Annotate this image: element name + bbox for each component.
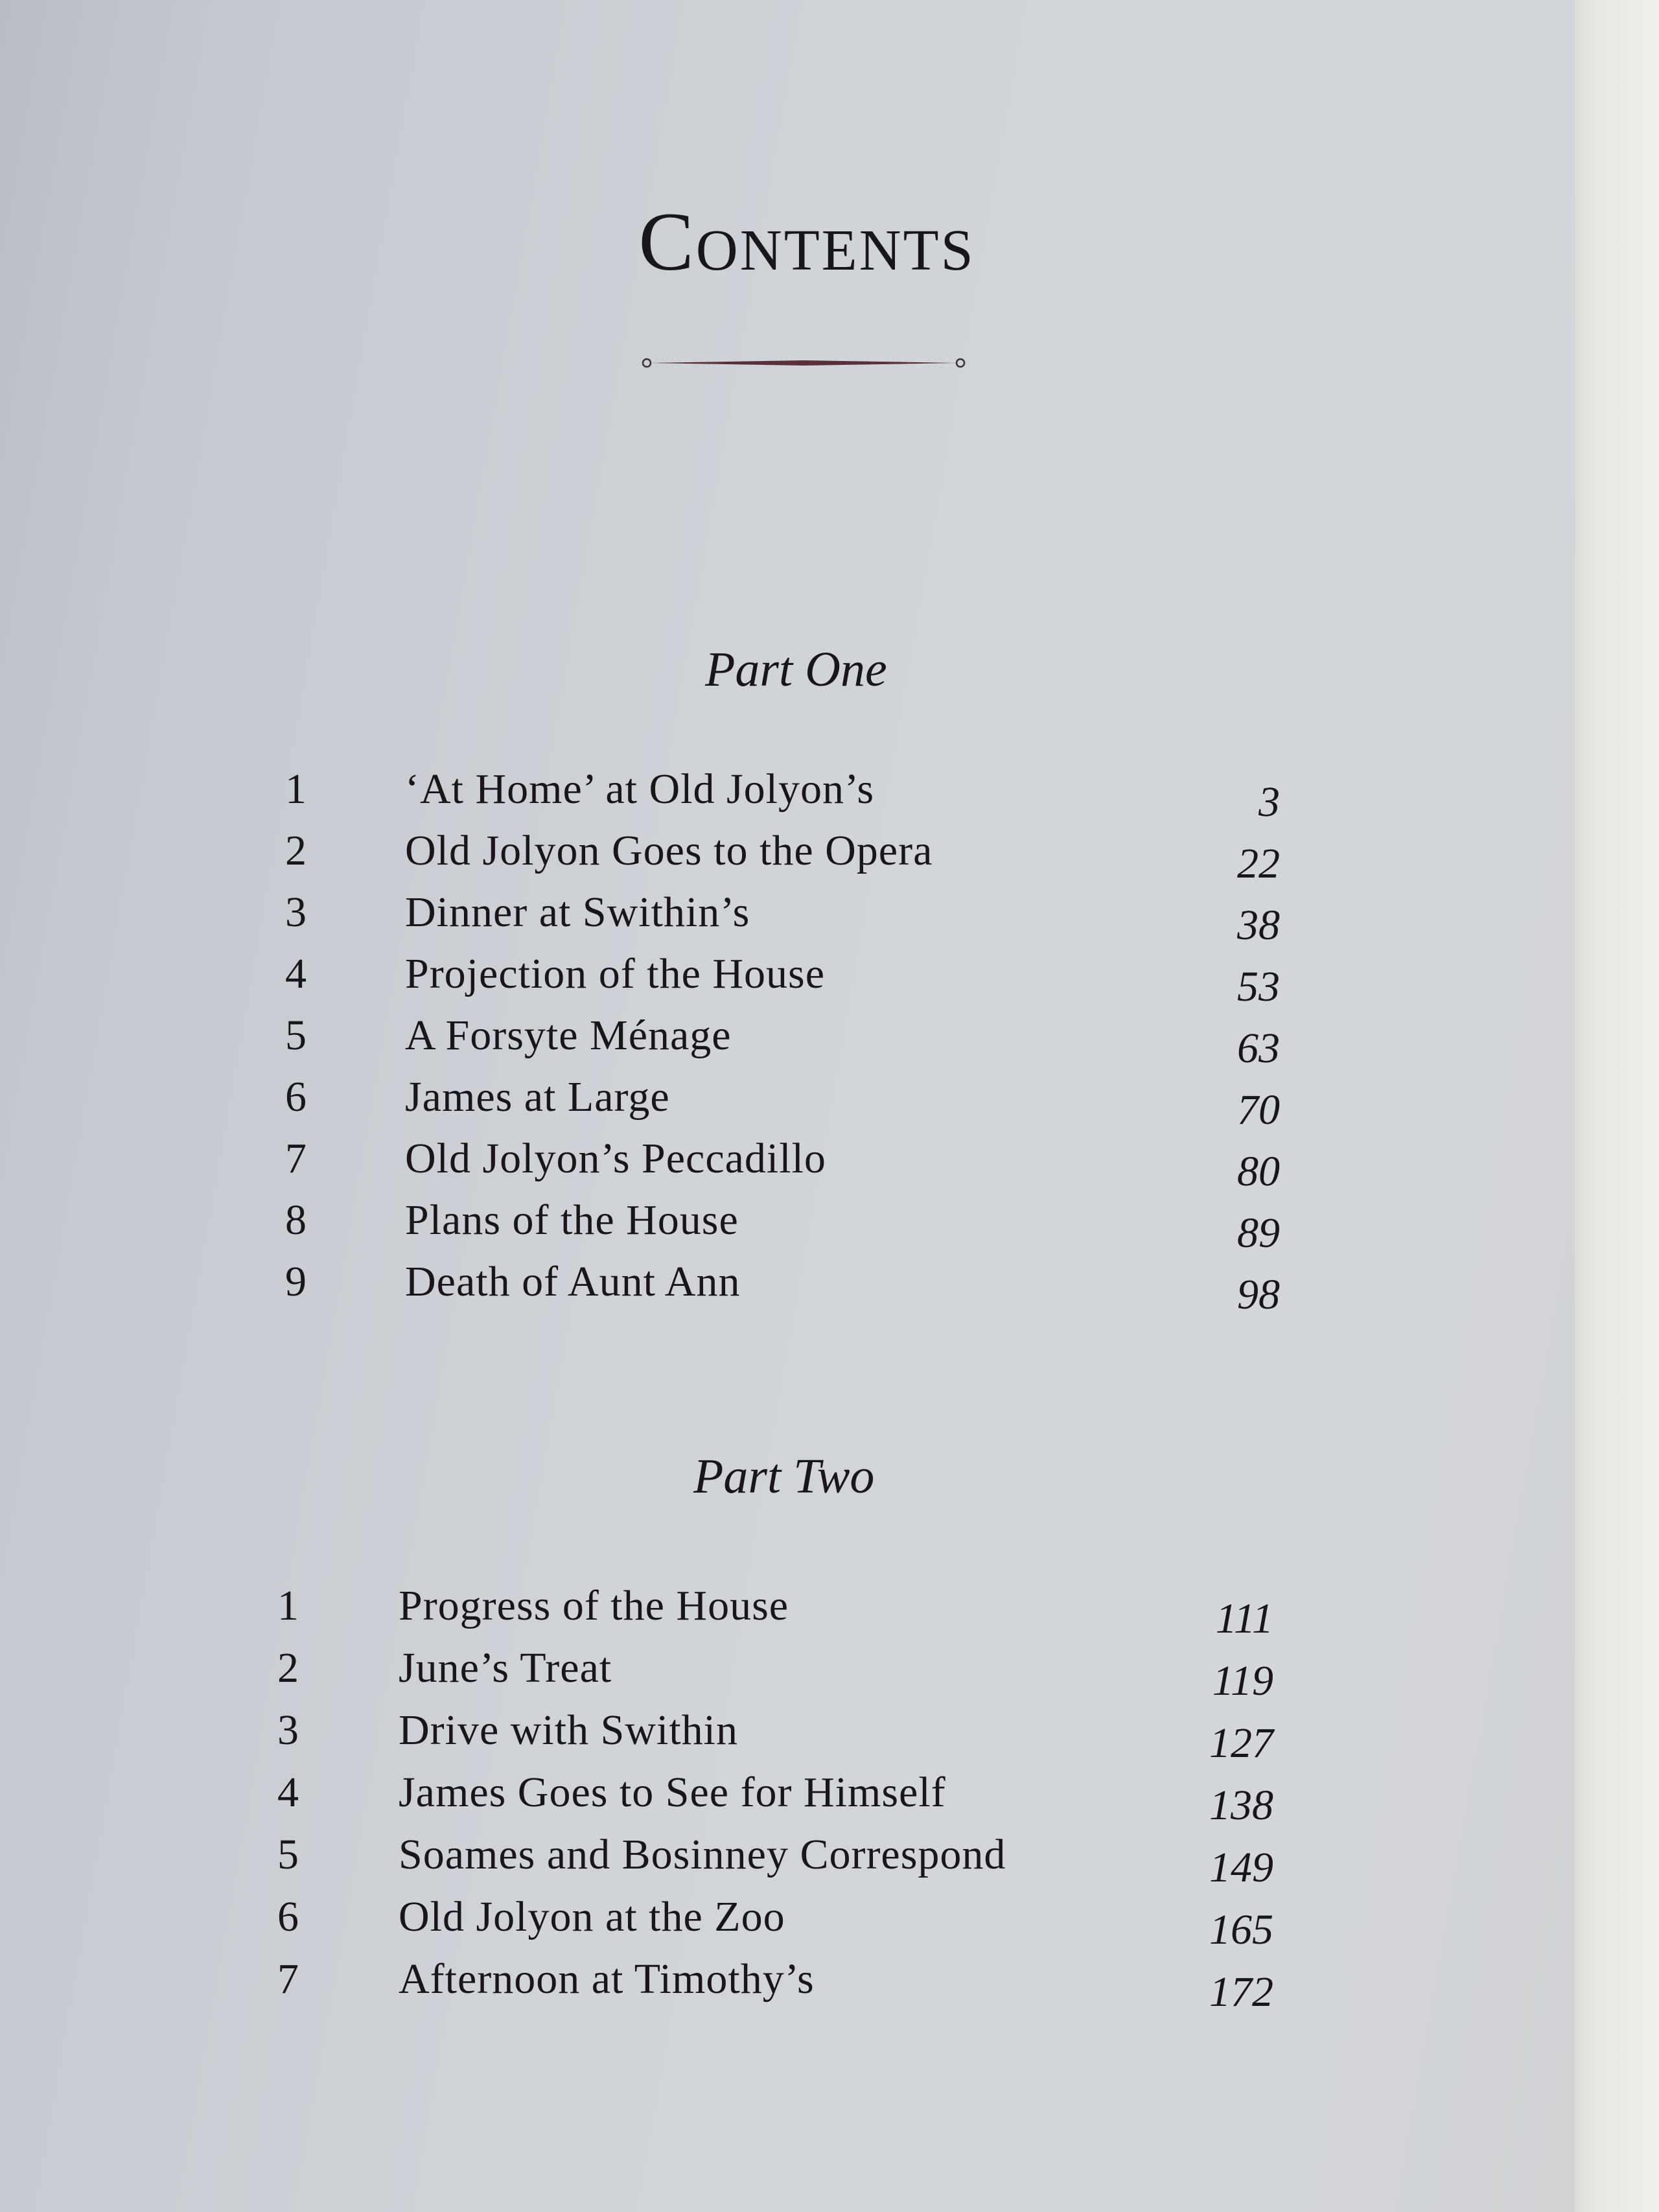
chapter-number: 5 <box>285 1012 307 1059</box>
page-number: 3 <box>1259 778 1280 826</box>
page-number: 172 <box>1209 1968 1273 2016</box>
part-two-heading: Part Two <box>693 1449 875 1504</box>
page-number: 119 <box>1212 1657 1273 1705</box>
chapter-number: 6 <box>285 1073 307 1121</box>
page-number: 80 <box>1237 1148 1280 1195</box>
part-one-heading: Part One <box>705 642 887 697</box>
chapter-number: 4 <box>285 950 307 997</box>
chapter-number: 6 <box>277 1893 299 1940</box>
chapter-title: June’s Treat <box>399 1644 612 1692</box>
chapter-title: Old Jolyon Goes to the Opera <box>405 827 933 874</box>
ornament-rule <box>642 356 966 369</box>
chapter-number: 1 <box>277 1582 299 1629</box>
page-edge <box>1575 0 1659 2212</box>
chapter-title: Soames and Bosinney Correspond <box>399 1831 1006 1878</box>
chapter-title: Projection of the House <box>405 950 826 997</box>
chapter-number: 3 <box>285 889 307 936</box>
page-number: 127 <box>1209 1719 1273 1767</box>
chapter-number: 5 <box>277 1831 299 1878</box>
page-number: 111 <box>1215 1595 1273 1642</box>
chapter-number: 4 <box>277 1769 299 1816</box>
chapter-title: Old Jolyon’s Peccadillo <box>405 1135 826 1182</box>
chapter-title: James at Large <box>405 1073 670 1121</box>
page-number: 22 <box>1237 840 1280 887</box>
chapter-title: ‘At Home’ at Old Jolyon’s <box>405 765 875 813</box>
page-number: 138 <box>1209 1782 1273 1829</box>
chapter-number: 1 <box>285 765 307 813</box>
chapter-title: Old Jolyon at the Zoo <box>399 1893 785 1940</box>
page-number: 165 <box>1209 1906 1273 1953</box>
chapter-title: Drive with Swithin <box>399 1706 738 1754</box>
chapter-number: 7 <box>277 1955 299 2003</box>
chapter-number: 7 <box>285 1135 307 1182</box>
chapter-number: 2 <box>285 827 307 874</box>
page-number: 53 <box>1237 963 1280 1010</box>
chapter-number: 8 <box>285 1196 307 1244</box>
chapter-title: Dinner at Swithin’s <box>405 889 750 936</box>
page-number: 38 <box>1237 902 1280 949</box>
chapter-title: Death of Aunt Ann <box>405 1258 741 1305</box>
page-number: 89 <box>1237 1209 1280 1257</box>
chapter-title: Progress of the House <box>399 1582 789 1629</box>
page-number: 70 <box>1237 1086 1280 1134</box>
chapter-title: A Forsyte Ménage <box>405 1012 732 1059</box>
chapter-title: Plans of the House <box>405 1196 739 1244</box>
page-number: 149 <box>1209 1844 1273 1891</box>
chapter-number: 3 <box>277 1706 299 1754</box>
page-number: 63 <box>1237 1025 1280 1072</box>
chapter-title: Afternoon at Timothy’s <box>399 1955 815 2003</box>
chapter-number: 9 <box>285 1258 307 1305</box>
chapter-title: James Goes to See for Himself <box>399 1769 946 1816</box>
page-number: 98 <box>1237 1271 1280 1318</box>
page-title: Contents <box>638 196 975 288</box>
chapter-number: 2 <box>277 1644 299 1692</box>
